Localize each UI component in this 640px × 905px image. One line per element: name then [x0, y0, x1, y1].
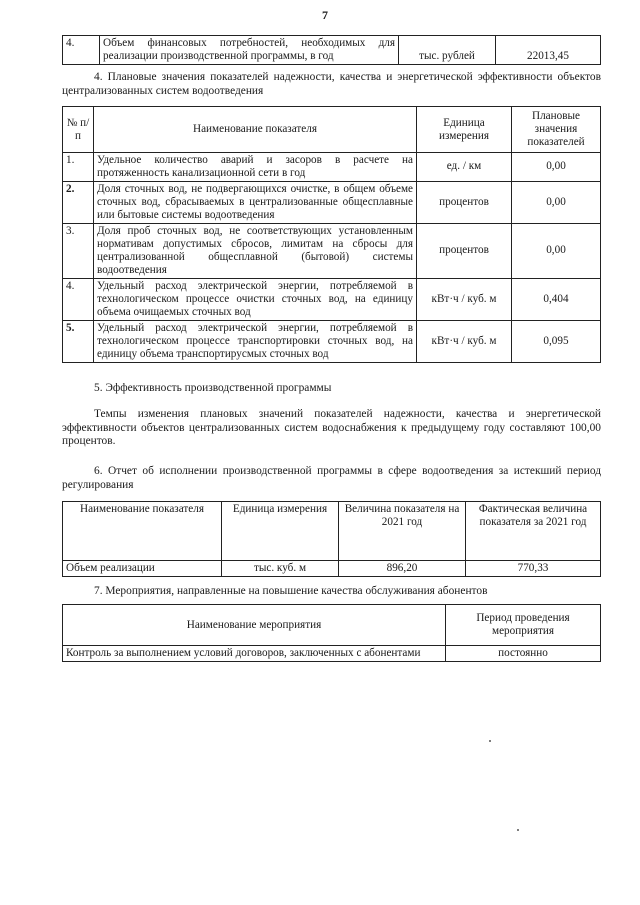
indicator-name: Объем реализации [63, 561, 222, 577]
indicator-name: Доля проб сточных вод, не соответствующих установленным нормативам допустимых сбросов, лимитам на сбросы для централизованной общесплавной (бытовой) системы водоотведения [94, 223, 417, 278]
table-row [63, 646, 601, 662]
table-row [63, 153, 601, 182]
section5-text: Темпы изменения плановых значений показателей надежности, качества и энергетической эффективности объектов централизованных систем водоснабжения к предыдущему году составляют 100,00 процентов. [62, 408, 601, 448]
indicator-name: Удельный расход электрической энергии, потребляемой в технологическом процессе очистки сточных вод, на единицу объема очищаемых сточных вод [94, 278, 417, 320]
col-period: Период проведения мероприятия [446, 605, 601, 646]
unit: кВт·ч / куб. м [417, 320, 512, 362]
reliability-indicators-table [62, 106, 601, 363]
value: 0,404 [512, 278, 601, 320]
unit: процентов [417, 181, 512, 223]
unit: кВт·ч / куб. м [417, 278, 512, 320]
table-row [63, 181, 601, 223]
col-plan-value: Величина показателя на 2021 год [339, 502, 466, 561]
table-row [63, 561, 601, 577]
col-unit: Единица измерения [417, 107, 512, 153]
col-measure: Наименование мероприятия [63, 605, 446, 646]
col-value: Плановые значения показателей [512, 107, 601, 153]
row-number: 4. [63, 278, 94, 320]
section7-heading: 7. Мероприятия, направленные на повышение качества обслуживания абонентов [94, 585, 488, 597]
section5-heading: 5. Эффективность производственной программы [94, 382, 332, 394]
indicator-name: Удельное количество аварий и засоров в расчете на протяженность канализационной сети в год [94, 153, 417, 182]
col-unit: Единица измерения [222, 502, 339, 561]
value: 0,095 [512, 320, 601, 362]
section4-heading: 4. Плановые значения показателей надежности, качества и энергетической эффективности объектов централизованных систем водоотведения [62, 71, 601, 97]
report-table [62, 501, 601, 577]
period: постоянно [446, 646, 601, 662]
top-row-table [62, 35, 601, 65]
col-name: Наименование показателя [63, 502, 222, 561]
table-row [63, 223, 601, 278]
actual-value: 770,33 [466, 561, 601, 577]
value: 0,00 [512, 223, 601, 278]
col-number: № п/п [63, 107, 94, 153]
table-header-row [63, 107, 601, 153]
indicator-name: Удельный расход электрической энергии, потребляемой в технологическом процессе транспортировки сточных вод, на единицу объема транспортирусмых сточных вод [94, 320, 417, 362]
plan-value: 896,20 [339, 561, 466, 577]
col-name: Наименование показателя [94, 107, 417, 153]
scan-speck [489, 740, 491, 742]
value: 22013,45 [496, 36, 601, 65]
row-number: 5. [63, 320, 94, 362]
unit: тыс. куб. м [222, 561, 339, 577]
scan-speck [517, 829, 519, 831]
table-row [63, 278, 601, 320]
col-actual-value: Фактическая величина показателя за 2021 год [466, 502, 601, 561]
value: 0,00 [512, 181, 601, 223]
table-row [63, 320, 601, 362]
section6-heading: 6. Отчет об исполнении производственной программы в сфере водоотведения за истекший период регулирования [62, 465, 601, 491]
row-number: 4. [63, 36, 100, 65]
value: 0,00 [512, 153, 601, 182]
unit: ед. / км [417, 153, 512, 182]
indicator-name: Доля сточных вод, не подвергающихся очистке, в общем объеме сточных вод, сбрасываемых в централизованные общесплавные или бытовые системы водоотведения [94, 181, 417, 223]
unit: тыс. рублей [399, 36, 496, 65]
measure-name: Контроль за выполнением условий договоров, заключенных с абонентами [63, 646, 446, 662]
row-number: 1. [63, 153, 94, 182]
row-number: 2. [63, 181, 94, 223]
unit: процентов [417, 223, 512, 278]
page-number: 7 [322, 8, 328, 22]
indicator-name: Объем финансовых потребностей, необходимых для реализации производственной программы, в год [100, 36, 399, 65]
row-number: 3. [63, 223, 94, 278]
table-row [63, 36, 601, 65]
table-header-row [63, 502, 601, 561]
measures-table [62, 604, 601, 662]
table-header-row [63, 605, 601, 646]
